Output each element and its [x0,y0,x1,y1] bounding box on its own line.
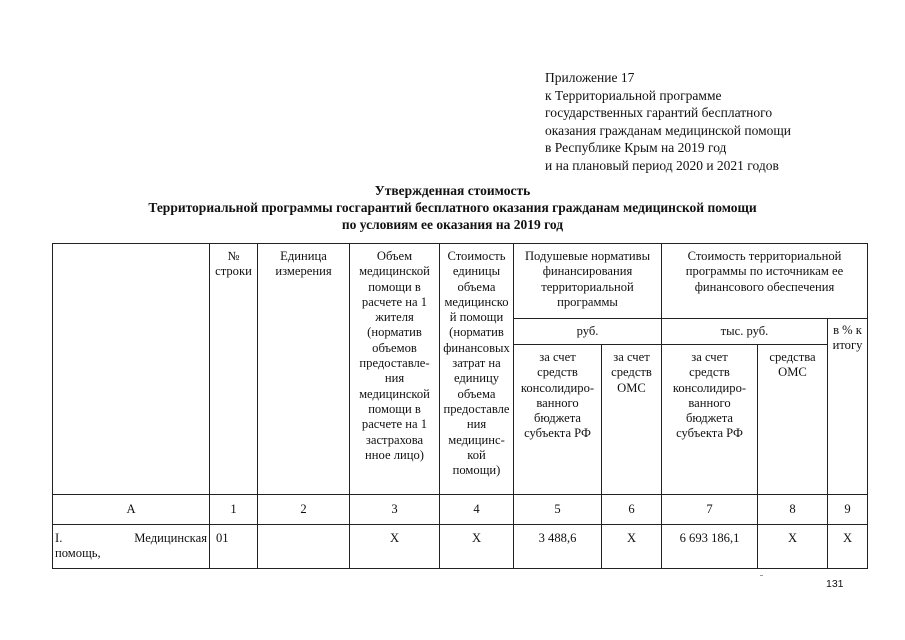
page-number: 131 [826,578,844,590]
per-capita-oms-cell: Х [602,525,662,569]
cost-oms-cell: Х [758,525,828,569]
appendix-line: в Республике Крым на 2019 год [545,140,727,156]
column-number: 4 [440,495,514,525]
scan-mark [760,575,763,576]
per-capita-budget-cell: 3 488,6 [514,525,602,569]
row-label: I. Медицинская помощь, [53,525,210,569]
column-number: 8 [758,495,828,525]
column-number: 2 [258,495,350,525]
table-row [53,525,868,569]
cost-table [52,243,868,569]
title-line: по условиям ее оказания на 2019 год [341,217,564,232]
unit-cost-cell: Х [440,525,514,569]
header-per-capita: Подушевые нормативы финансирования территориальной программы [514,244,662,319]
document-title [0,182,905,233]
volume-cell: Х [350,525,440,569]
appendix-line: к Территориальной программе [545,87,722,103]
column-number: 5 [514,495,602,525]
header-volume: Объем медицинской помощи в расчете на 1 жителя (норматив объемов предоставле- ния медицинской помощи в расчете на 1 застрахова нное лицо) [350,244,440,495]
header-rub: руб. [514,319,662,345]
title-line: Территориальной программы госгарантий бесплатного оказания гражданам медицинской помощи [148,200,757,215]
appendix-note [545,69,791,175]
column-number: 7 [662,495,758,525]
appendix-line: государственных гарантий бесплатного [545,105,773,121]
column-number: 1 [210,495,258,525]
unit-cell [258,525,350,569]
appendix-line: и на плановый период 2020 и 2021 годов [545,157,779,173]
row-number-cell: 01 [210,525,258,569]
header-percent-total: в % к итогу [828,319,868,495]
header-oms-source: за счет средств ОМС [602,345,662,495]
column-number: 9 [828,495,868,525]
percent-cell: Х [828,525,868,569]
appendix-line: оказания гражданам медицинской помощи [545,122,792,138]
column-number: 6 [602,495,662,525]
header-budget-source-2: за счет средств консолидиро- ванного бюджета субъекта РФ [662,345,758,495]
header-row-number: № строки [210,244,258,495]
title-line: Утвержденная стоимость [374,183,531,198]
header-row-label [53,244,210,495]
column-number: 3 [350,495,440,525]
column-number: А [53,495,210,525]
header-budget-source: за счет средств консолидиро- ванного бюджета субъекта РФ [514,345,602,495]
header-unit-cost: Стоимость единицы объема медицинско й помощи (норматив финансовых затрат на единицу объема предоставле ния медицинс- кой помощи) [440,244,514,495]
header-oms-funds: средства ОМС [758,345,828,495]
appendix-line: Приложение 17 [545,70,635,85]
header-thousand-rub: тыс. руб. [662,319,828,345]
header-program-cost: Стоимость территориальной программы по источникам ее финансового обеспечения [662,244,868,319]
cost-budget-cell: 6 693 186,1 [662,525,758,569]
header-unit: Единица измерения [258,244,350,495]
